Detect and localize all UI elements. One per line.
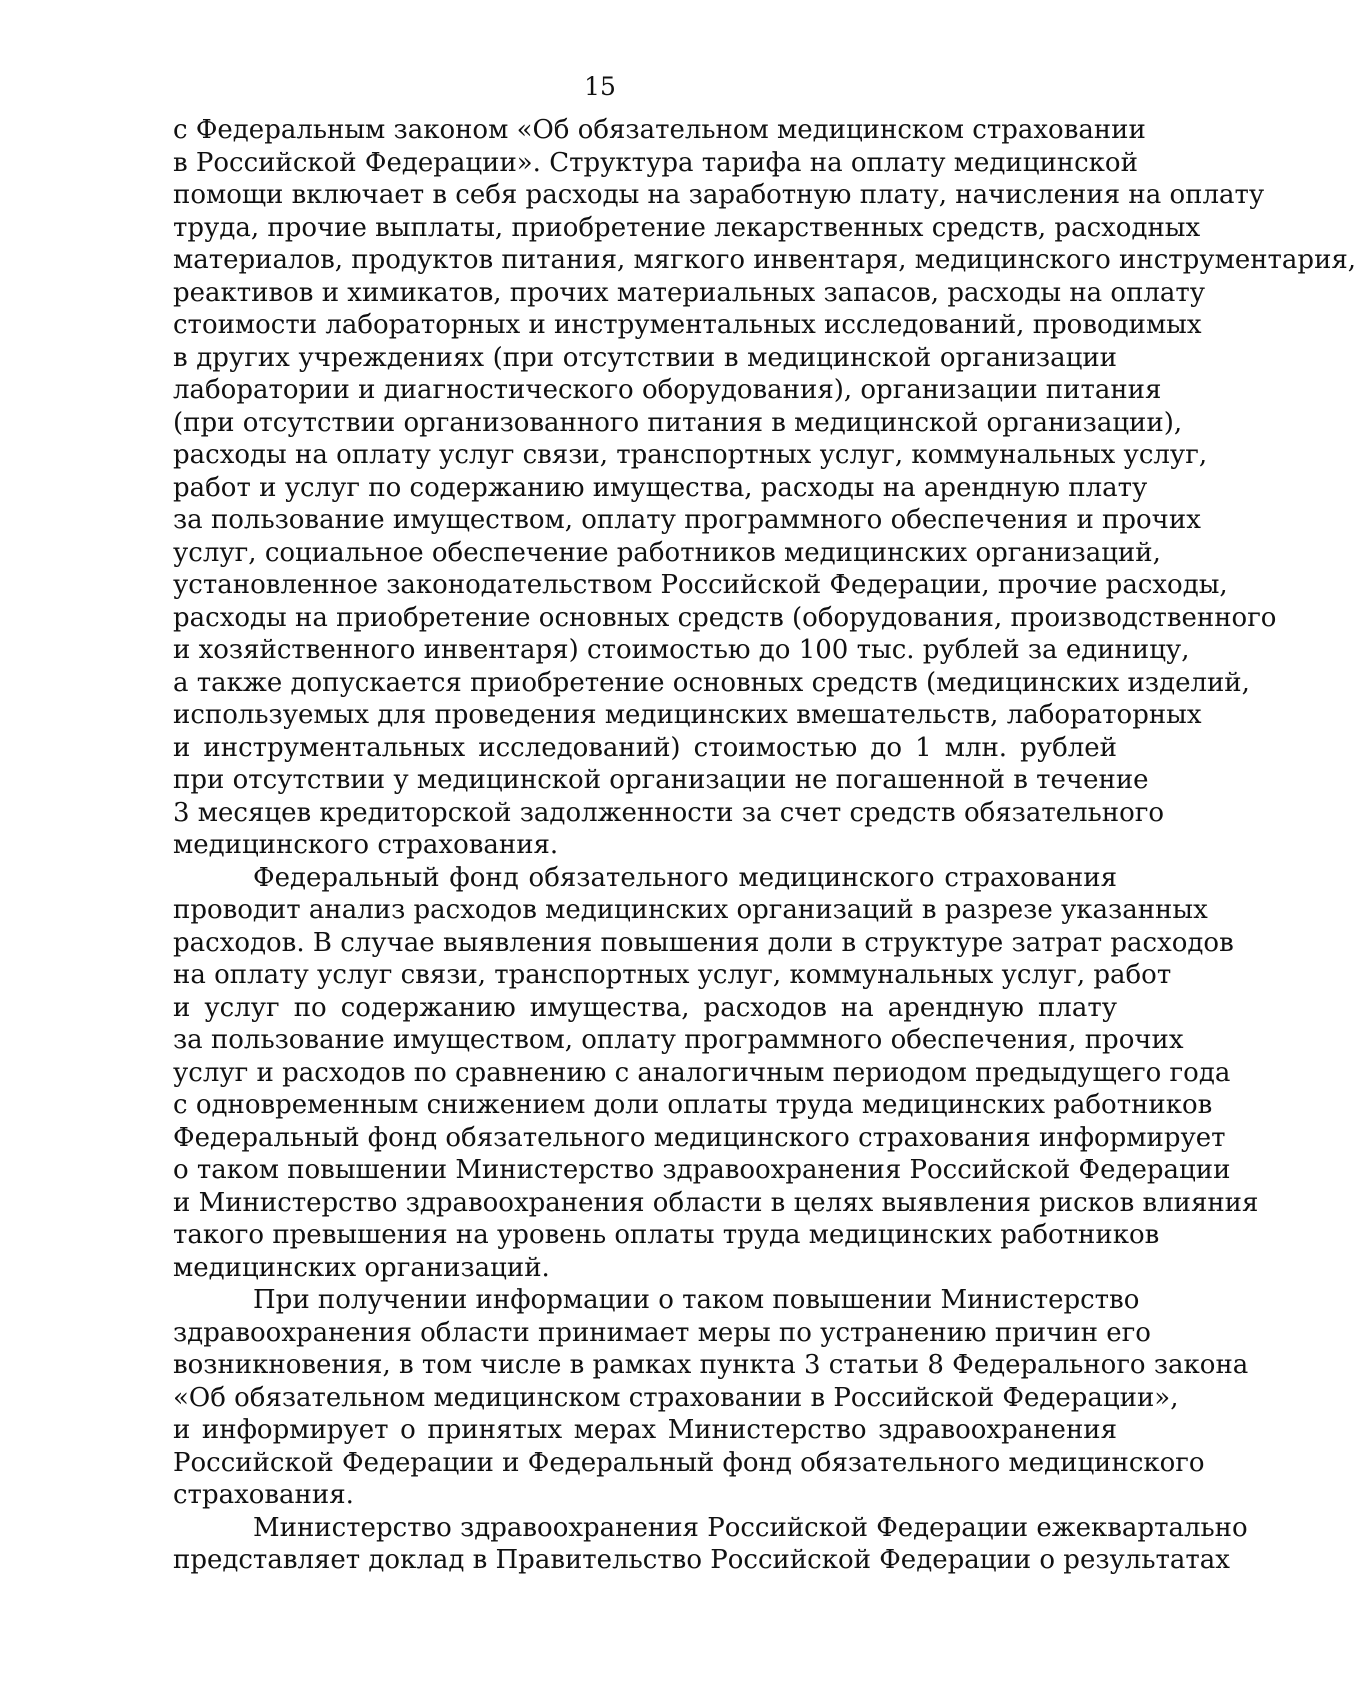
text-line: страхования. bbox=[173, 1480, 354, 1510]
paragraph bbox=[173, 114, 1356, 862]
text-line: а также допускается приобретение основных средств (медицинских изделий, bbox=[173, 667, 1250, 698]
text-line: стоимости лабораторных и инструментальных исследований, проводимых bbox=[173, 310, 1202, 340]
text-line: в Российской Федерации». Структура тарифа на оплату медицинской bbox=[173, 147, 1138, 178]
text-line: проводит анализ расходов медицинских организаций в разрезе указанных bbox=[173, 895, 1208, 925]
text-line: помощи включает в себя расходы на заработную плату, начисления на оплату bbox=[173, 180, 1265, 210]
document-body bbox=[173, 114, 1356, 1577]
text-line: возникновения, в том числе в рамках пункта 3 статьи 8 Федерального закона bbox=[173, 1350, 1249, 1380]
text-line: Министерство здравоохранения Российской Федерации ежеквартально bbox=[253, 1512, 1248, 1543]
text-line: за пользование имуществом, оплату программного обеспечения, прочих bbox=[173, 1025, 1184, 1055]
text-line: и инструментальных исследований) стоимостью до 1 млн. рублей bbox=[173, 732, 1117, 763]
paragraph bbox=[173, 862, 1259, 1285]
text-line: и услуг по содержанию имущества, расходов на арендную плату bbox=[173, 992, 1117, 1023]
text-line: услуг и расходов по сравнению с аналогичным периодом предыдущего года bbox=[173, 1057, 1231, 1088]
text-line: медицинского страхования. bbox=[173, 830, 559, 860]
text-line: Федеральный фонд обязательного медицинского страхования информирует bbox=[173, 1122, 1226, 1153]
text-line: о таком повышении Министерство здравоохранения Российской Федерации bbox=[173, 1155, 1231, 1185]
text-line: и хозяйственного инвентаря) стоимостью до 100 тыс. рублей за единицу, bbox=[173, 635, 1190, 665]
text-line: здравоохранения области принимает меры по устранению причин его bbox=[173, 1317, 1151, 1348]
paragraph bbox=[173, 1284, 1249, 1512]
text-line: расходы на оплату услуг связи, транспортных услуг, коммунальных услуг, bbox=[173, 440, 1208, 470]
text-line: работ и услуг по содержанию имущества, расходы на арендную плату bbox=[173, 472, 1148, 503]
text-line: при отсутствии у медицинской организации не погашенной в течение bbox=[173, 765, 1149, 795]
text-line: При получении информации о таком повышении Министерство bbox=[253, 1285, 1140, 1315]
text-line: с Федеральным законом «Об обязательном медицинском страховании bbox=[173, 115, 1146, 145]
text-line: и информирует о принятых мерах Министерство здравоохранения bbox=[173, 1415, 1117, 1445]
text-line: услуг, социальное обеспечение работников медицинских организаций, bbox=[173, 537, 1161, 568]
text-line: реактивов и химикатов, прочих материальных запасов, расходы на оплату bbox=[173, 277, 1206, 308]
text-line: (при отсутствии организованного питания в медицинской организации), bbox=[173, 407, 1183, 438]
text-line: 3 месяцев кредиторской задолженности за счет средств обязательного bbox=[173, 797, 1165, 828]
text-line: медицинских организаций. bbox=[173, 1252, 550, 1283]
text-line: представляет доклад в Правительство Российской Федерации о результатах bbox=[173, 1545, 1230, 1575]
paragraph bbox=[173, 1512, 1248, 1577]
page-number: 15 bbox=[584, 72, 616, 101]
text-line: расходов. В случае выявления повышения доли в структуре затрат расходов bbox=[173, 927, 1234, 958]
text-line: в других учреждениях (при отсутствии в медицинской организации bbox=[173, 342, 1117, 373]
text-line: и Министерство здравоохранения области в целях выявления рисков влияния bbox=[173, 1187, 1259, 1218]
text-line: установленное законодательством Российской Федерации, прочие расходы, bbox=[173, 570, 1228, 600]
text-line: с одновременным снижением доли оплаты труда медицинских работников bbox=[173, 1090, 1213, 1120]
text-line: на оплату услуг связи, транспортных услуг, коммунальных услуг, работ bbox=[173, 960, 1172, 990]
text-line: такого превышения на уровень оплаты труда медицинских работников bbox=[173, 1220, 1160, 1250]
text-line: Российской Федерации и Федеральный фонд обязательного медицинского bbox=[173, 1447, 1205, 1478]
text-line: «Об обязательном медицинском страховании в Российской Федерации», bbox=[173, 1382, 1179, 1413]
text-line: за пользование имуществом, оплату программного обеспечения и прочих bbox=[173, 505, 1201, 535]
text-line: материалов, продуктов питания, мягкого инвентаря, медицинского инструментария, bbox=[173, 245, 1356, 275]
text-line: труда, прочие выплаты, приобретение лекарственных средств, расходных bbox=[173, 212, 1201, 243]
text-line: расходы на приобретение основных средств (оборудования, производственного bbox=[173, 602, 1277, 633]
text-line: лаборатории и диагностического оборудования), организации питания bbox=[173, 375, 1162, 405]
text-line: используемых для проведения медицинских вмешательств, лабораторных bbox=[173, 700, 1202, 730]
text-line: Федеральный фонд обязательного медицинского страхования bbox=[253, 862, 1117, 893]
